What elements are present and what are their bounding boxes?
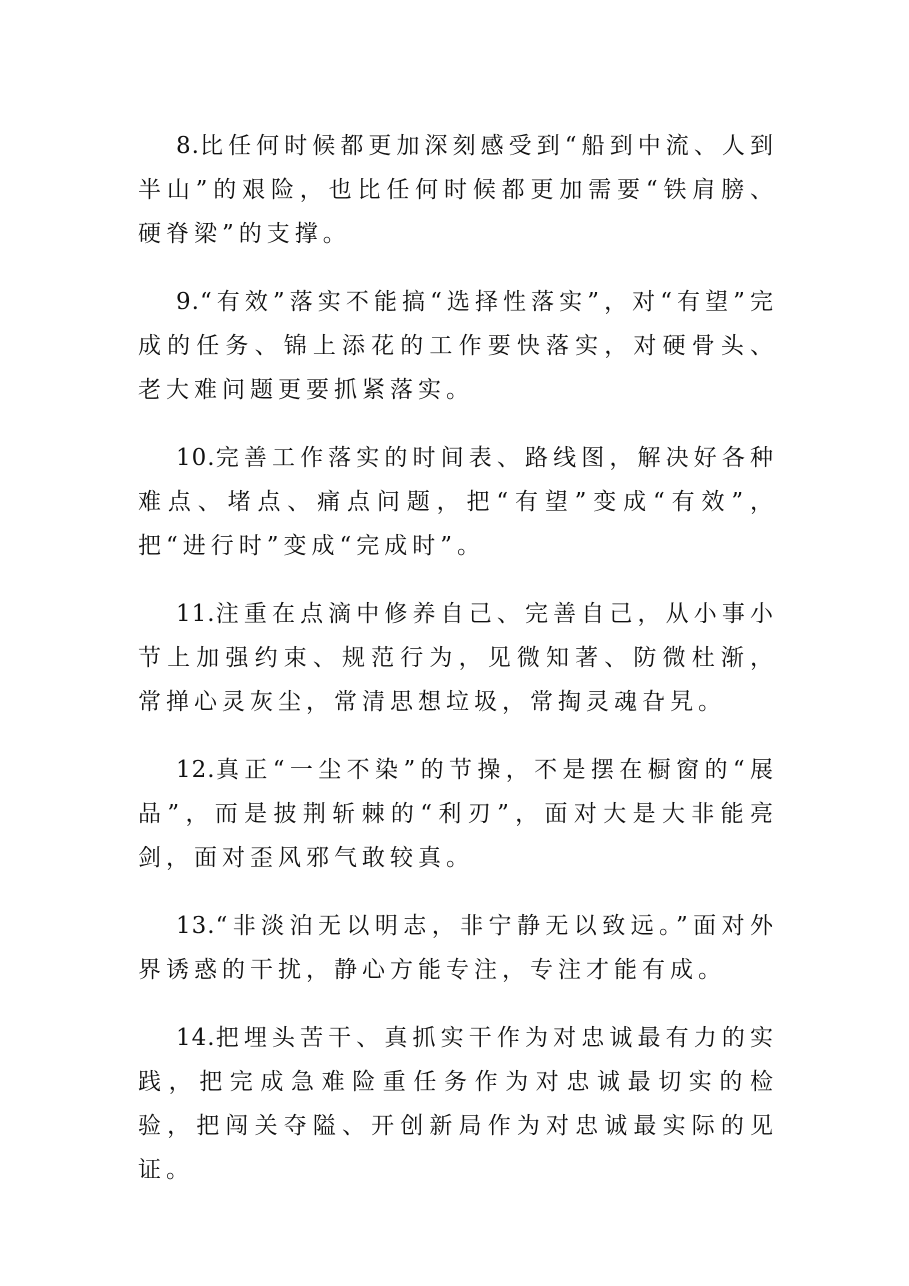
- paragraph-text: 完善工作落实的时间表、路线图，解决好各种难点、堵点、痛点问题，把“有望”变成“有效”，把“进行时”变成“完成时”。: [138, 445, 778, 559]
- paragraph-number: 12.: [176, 757, 216, 783]
- paragraph-9: [138, 280, 778, 412]
- paragraph-8: [138, 124, 778, 256]
- paragraph-text: 比任何时候都更加深刻感受到“船到中流、人到半山”的艰险，也比任何时候都更加需要“铁肩膀、硬脊梁”的支撑。: [138, 133, 778, 247]
- paragraph-number: 8.: [176, 133, 200, 159]
- paragraph-11: [138, 592, 778, 724]
- paragraph-12: [138, 748, 778, 880]
- paragraph-number: 9.: [176, 289, 200, 315]
- paragraph-text: “非淡泊无以明志，非宁静无以致远。”面对外界诱惑的干扰，静心方能专注，专注才能有成。: [138, 913, 778, 983]
- paragraph-10: [138, 436, 778, 568]
- paragraph-number: 13.: [176, 913, 216, 939]
- paragraph-number: 14.: [176, 1025, 216, 1051]
- paragraph-number: 10.: [176, 445, 216, 471]
- document-body: [138, 124, 778, 1216]
- paragraph-text: “有效”落实不能搞“选择性落实”，对“有望”完成的任务、锦上添花的工作要快落实，对硬骨头、老大难问题更要抓紧落实。: [138, 289, 778, 403]
- paragraph-number: 11.: [176, 601, 216, 627]
- paragraph-13: [138, 904, 778, 992]
- paragraph-text: 把埋头苦干、真抓实干作为对忠诚最有力的实践，把完成急难险重任务作为对忠诚最切实的检验，把闯关夺隘、开创新局作为对忠诚最实际的见证。: [138, 1025, 778, 1183]
- paragraph-14: [138, 1016, 778, 1192]
- paragraph-text: 真正“一尘不染”的节操，不是摆在橱窗的“展品”，而是披荆斩棘的“利刃”，面对大是大非能亮剑，面对歪风邪气敢较真。: [138, 757, 778, 871]
- paragraph-text: 注重在点滴中修养自己、完善自己，从小事小节上加强约束、规范行为，见微知著、防微杜渐，常掸心灵灰尘，常清思想垃圾，常掏灵魂旮旯。: [138, 601, 778, 715]
